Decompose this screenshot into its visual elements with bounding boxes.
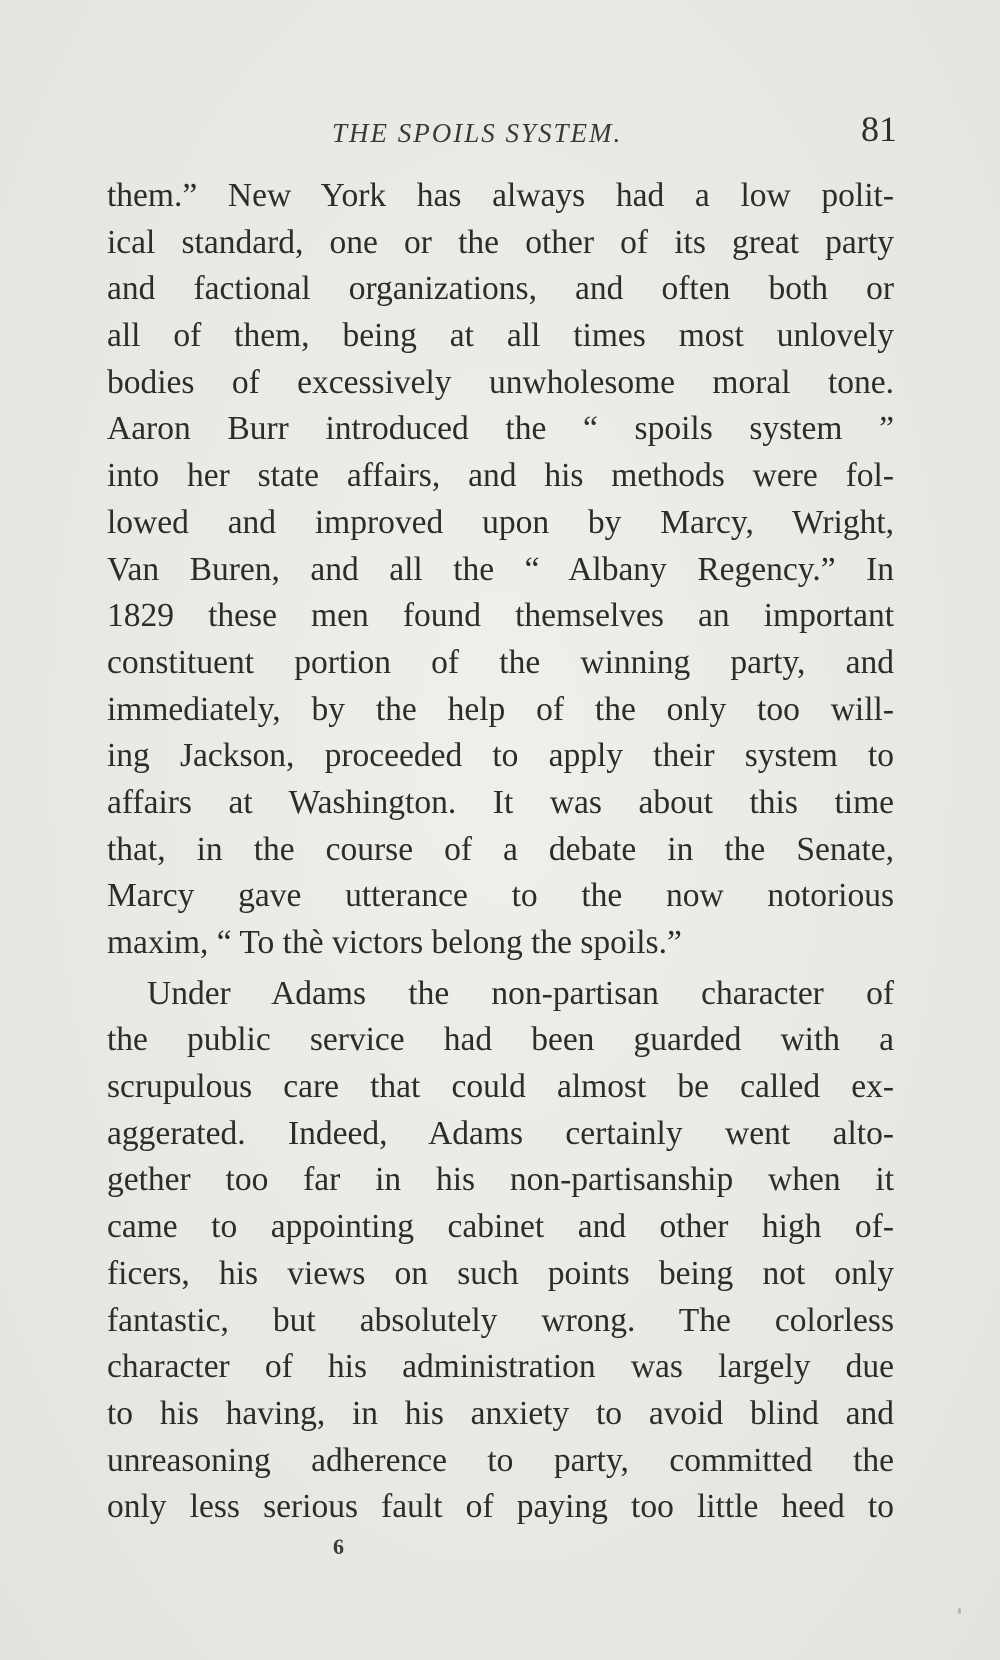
- text-line: to his having, in his anxiety to avoid blind and: [107, 1394, 894, 1432]
- text-line: bodies of excessively unwholesome moral tone.: [107, 363, 894, 401]
- text-line: lowed and improved upon by Marcy, Wright,: [107, 503, 894, 541]
- paragraph-start-line: Under Adams the non-partisan character of: [147, 974, 894, 1012]
- text-line: all of them, being at all times most unlovely: [107, 317, 894, 355]
- text-line: affairs at Washington. It was about this time: [107, 783, 894, 821]
- text-line: aggerated. Indeed, Adams certainly went alto-: [107, 1114, 894, 1152]
- text-line: ing Jackson, proceeded to apply their system to: [107, 737, 894, 775]
- text-line: ical standard, one or the other of its great party: [107, 223, 894, 261]
- text-line: scrupulous care that could almost be called ex-: [107, 1068, 894, 1106]
- paper-speck: [958, 1608, 961, 1614]
- paragraph-end-line: maxim, “ To thè victors belong the spoils.”: [107, 924, 682, 961]
- text-line: 1829 these men found themselves an important: [107, 597, 894, 635]
- text-line: into her state affairs, and his methods were fol-: [107, 457, 894, 495]
- text-line: Marcy gave utterance to the now notorious: [107, 877, 894, 915]
- text-line: came to appointing cabinet and other high of-: [107, 1208, 894, 1246]
- text-line: and factional organizations, and often both or: [107, 270, 894, 308]
- body-text: [107, 173, 894, 1531]
- text-line: that, in the course of a debate in the Senate,: [107, 830, 894, 868]
- text-line: constituent portion of the winning party, and: [107, 643, 894, 681]
- text-line: gether too far in his non-partisanship when it: [107, 1161, 894, 1199]
- text-line: unreasoning adherence to party, committed the: [107, 1441, 894, 1479]
- text-line: character of his administration was largely due: [107, 1348, 894, 1386]
- text-line: immediately, by the help of the only too will-: [107, 690, 894, 728]
- text-line: Van Buren, and all the “ Albany Regency.” In: [107, 550, 894, 588]
- text-line: them.” New York has always had a low polit-: [107, 177, 894, 214]
- page-number: 81: [861, 109, 897, 149]
- text-line: Aaron Burr introduced the “ spoils system ”: [107, 410, 894, 448]
- text-line: ficers, his views on such points being not only: [107, 1254, 894, 1292]
- running-title: THE SPOILS SYSTEM.: [332, 118, 623, 148]
- text-line: the public service had been guarded with a: [107, 1021, 894, 1059]
- signature-mark: 6: [333, 1534, 344, 1559]
- text-line: only less serious fault of paying too little heed to: [107, 1488, 894, 1526]
- running-head: [107, 108, 897, 158]
- text-line: fantastic, but absolutely wrong. The colorless: [107, 1301, 894, 1339]
